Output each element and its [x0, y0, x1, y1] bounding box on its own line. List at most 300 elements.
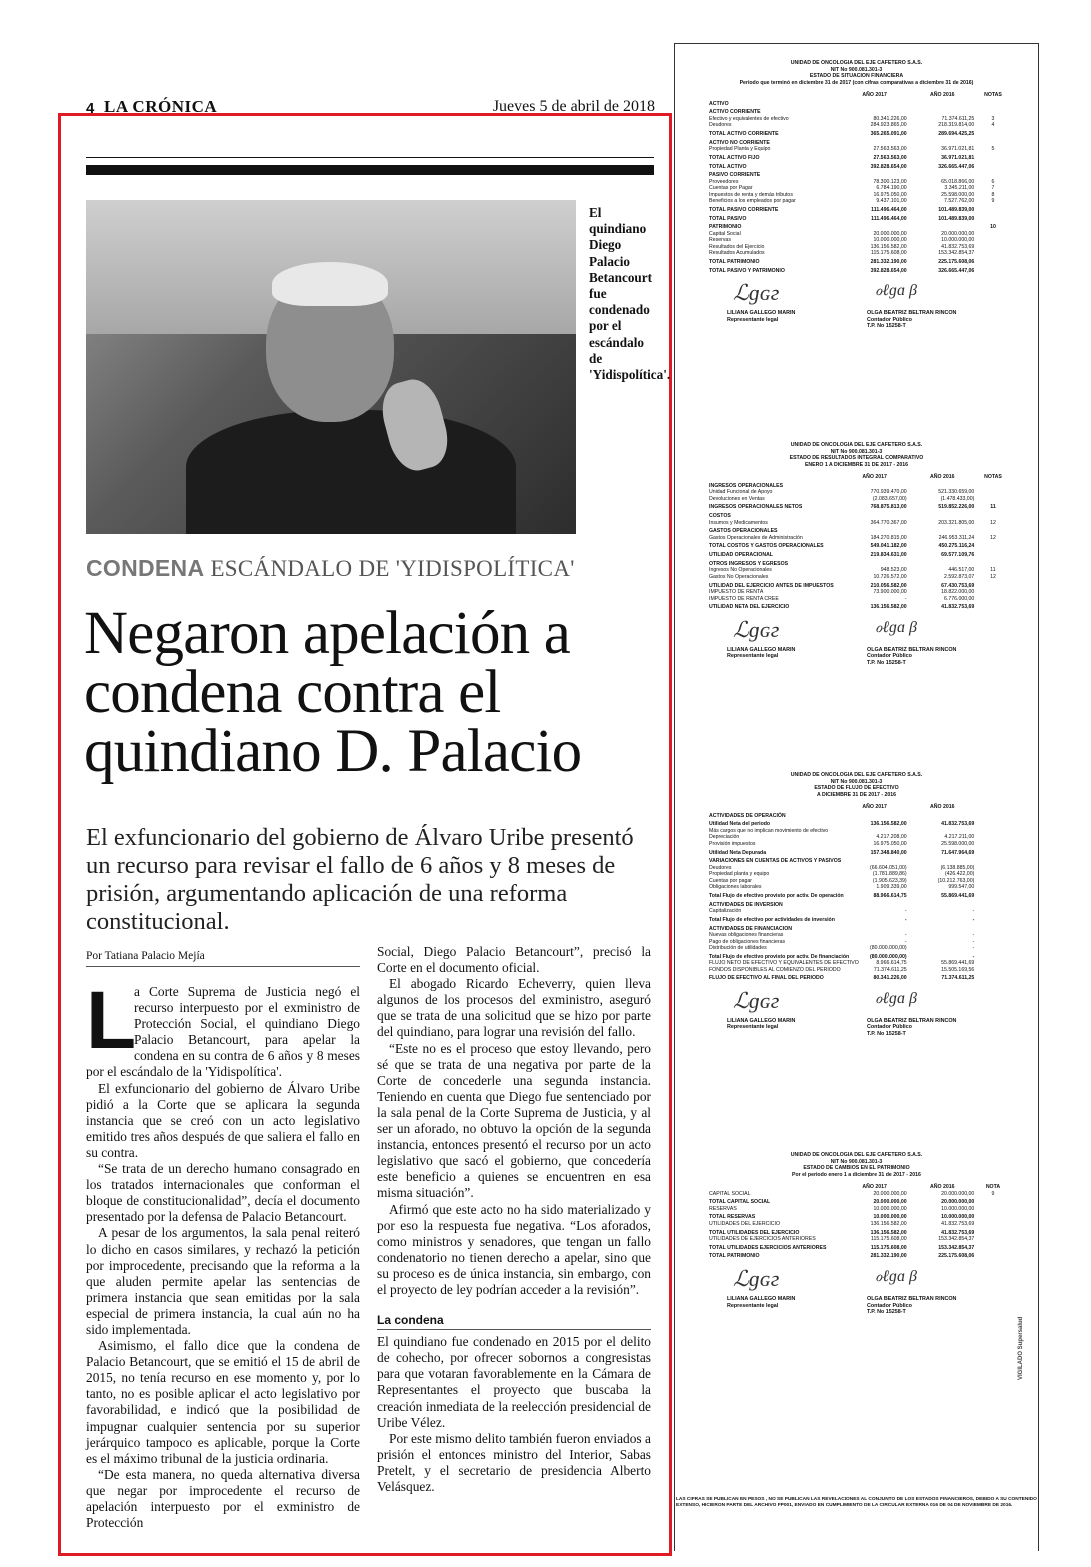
row-label: OTROS INGRESOS Y EGRESOS: [709, 560, 789, 567]
row-value-2016: 289.694.425,25: [938, 131, 975, 138]
row-note: [978, 250, 1008, 257]
statement-row: [675, 101, 1038, 108]
paragraph: El quindiano fue condenado en 2015 por el delito de cohecho, por ofrecer sobornos a congresistas para que votaran favorablemente en la Cámara de Representantes el proyecto que buscaba la creación inmediata de la reelección presidencial de Uribe Vélez.: [377, 1334, 651, 1430]
row-value-2017: 16.975.050,00: [873, 840, 907, 847]
row-value-2016: -: [972, 938, 975, 945]
row-value-2016: -: [972, 945, 975, 951]
statement-row: [675, 216, 1038, 223]
signature-left: [727, 1296, 795, 1309]
signer-tp: T.P. No 15258-T: [867, 323, 906, 330]
row-value-2016: 41.832.753,69: [941, 821, 975, 828]
signature-scribble-right: ℴℓɡɑ β: [875, 989, 918, 1007]
col-header: NOTAS: [984, 92, 1002, 98]
row-value-2017: 10.000.000,00: [873, 237, 907, 244]
row-note: 12: [990, 534, 996, 541]
row-value-2017: 549.041.182,00: [870, 543, 907, 550]
row-value-2016: 67.430.753,69: [941, 582, 975, 589]
article-column-2: [377, 944, 651, 1495]
row-label: Gastos No Operacionales: [709, 573, 769, 580]
row-note: 5: [991, 146, 995, 153]
row-value-2017: 184.270.815,00: [870, 534, 907, 541]
paragraph: Por este mismo delito también fueron enviados a prisión el entonces ministro del Interior, Sabas Pretelt, y el secretario de presidencia Alberto Velásquez.: [377, 1430, 651, 1494]
row-value-2017: 115.175.608,00: [870, 250, 907, 257]
row-note: [978, 967, 1008, 974]
statement-row: [675, 1191, 1038, 1198]
row-label: INGRESOS OPERACIONALES NETOS: [709, 504, 803, 511]
row-value-2016: [910, 101, 974, 108]
row-note: 4: [991, 122, 995, 129]
row-label: Efectivo y equivalentes de efectivo: [709, 115, 789, 122]
col-header: AÑO 2016: [930, 474, 955, 480]
row-value-2016: 225.175.608,06: [938, 1253, 975, 1260]
row-value-2017: 136.156.582,00: [870, 243, 907, 250]
row-value-2016: 25.598.000,00: [941, 191, 975, 198]
row-value-2016: 4.217.211,00: [944, 834, 975, 841]
statement-row: [675, 945, 1038, 952]
row-value-2017: 9.437.101,00: [876, 198, 907, 205]
row-label: Más cargos que no implican movimiento de efectivo: [709, 827, 829, 834]
row-value-2016: 225.175.608,06: [938, 259, 975, 266]
row-value-2016: 15.505.169,56: [941, 966, 975, 973]
paragraph: Social, Diego Palacio Betancourt”, precisó la Corte en el documento oficial.: [377, 944, 651, 976]
signer-tp: T.P. No 15258-T: [867, 1031, 906, 1038]
statement-title-line: UNIDAD DE ONCOLOGIA DEL EJE CAFETERO S.A.S.: [790, 442, 923, 448]
row-value-2016: 36.971.021,81: [941, 154, 975, 161]
row-label: Devoluciones en Ventas: [709, 495, 765, 502]
statement-row: [675, 496, 1038, 503]
row-label: ACTIVO CORRIENTE: [709, 109, 761, 116]
row-value-2017: 78.300.123,00: [873, 178, 907, 185]
financial-statements-panel: [674, 43, 1039, 1551]
statement-row: [675, 259, 1038, 266]
paragraph: a Corte Suprema de Justicia negó el recurso interpuesto por el exministro de Protección Social, el quindiano Diego Palacio Betancourt, para apelar la condena en su contra de 6 años y 8 meses por el escándalo de la 'Yidispolítica'.: [86, 984, 360, 1080]
signature-scribble-left: ℒɡɢг: [733, 616, 780, 642]
row-note: [978, 604, 1008, 611]
col-header: NOTA: [985, 1184, 1001, 1190]
row-value-2016: 71.374.611,25: [941, 115, 975, 122]
statement-title-line: ENERO 1 A DICIEMBRE 31 DE 2017 - 2016: [804, 461, 909, 468]
row-value-2017: (1.781.889,86): [872, 871, 907, 878]
statement-row: [675, 198, 1038, 205]
col-spacer: [709, 474, 839, 481]
row-note: 7: [991, 185, 995, 192]
paragraph: El exfuncionario del gobierno de Álvaro Uribe pidió a la Corte que se aplicara la segunda instancia que se creó con un acto legislativo emitido tres años después de que saliera el fallo en su contra.: [86, 1080, 360, 1160]
row-value-2016: (426.422,00): [944, 871, 975, 878]
row-note: [978, 131, 1008, 138]
row-value-2016: 10.000.000,00: [941, 237, 975, 244]
signature-block: [675, 280, 1038, 334]
signer-tp: T.P. No 15258-T: [867, 659, 906, 666]
row-value-2016: 20.000.000,00: [941, 1190, 975, 1197]
statement-row: [675, 574, 1038, 581]
row-note: 11: [990, 567, 996, 574]
row-label: FLUJO NETO DE EFECTIVO Y EQUIVALENTES DE EFECTIVO: [709, 960, 859, 967]
statement-row: [675, 164, 1038, 171]
row-note: [978, 1245, 1008, 1252]
row-value-2017: 6.784.190,00: [876, 185, 907, 192]
row-note: [978, 207, 1008, 214]
row-label: TOTAL UTILIDADES EJERCICIOS ANTERIORES: [709, 1244, 827, 1251]
row-value-2017: (1.905.623,39): [872, 877, 907, 884]
row-note: [978, 101, 1008, 108]
row-note: 8: [991, 191, 995, 198]
row-value-2017: 115.175.608,00: [870, 1236, 907, 1243]
row-label: TOTAL PATRIMONIO: [709, 259, 760, 266]
row-value-2017: 365.265.091,00: [870, 131, 907, 138]
signer-name: OLGA BEATRIZ BELTRAN RINCON: [867, 1295, 957, 1302]
row-label: TOTAL COSTOS Y GASTOS OPERACIONALES: [709, 543, 824, 550]
signature-scribble-left: ℒɡɢг: [733, 280, 780, 306]
row-value-2017: 73.900.000,00: [873, 589, 907, 595]
signature-left: [727, 1018, 795, 1031]
statement-row: [675, 917, 1038, 924]
row-label: ACTIVIDADES DE OPERACIÓN: [709, 812, 786, 819]
row-note: 11: [990, 504, 996, 511]
row-value-2017: 364.770.367,00: [870, 519, 907, 526]
col-header: AÑO 2016: [930, 804, 955, 810]
statement-row: [675, 504, 1038, 511]
row-value-2017: 16.975.050,00: [873, 191, 907, 198]
row-note: [978, 259, 1008, 266]
paragraph: Asimismo, el fallo dice que la condena de Palacio Betancourt, que se emitió el 15 de abril de 2015, no tenía recurso en ese momento y, por lo tanto, no es posible aplicar el acto legislativo por favorabilidad, e indicó que la posibilidad de impugnar cualquier sentencia por su superior jerárquico tampoco es aplicable, porque la Corte es el máximo tribunal de la justicia ordinaria.: [86, 1338, 360, 1466]
issue-date: Jueves 5 de abril de 2018: [492, 98, 655, 115]
row-label: Reservas: [709, 237, 731, 244]
paragraph: A pesar de los argumentos, la sala penal reiteró lo dicho en casos similares, y rechazó la petición por improcedente, precisando que la reforma a la que aluden permite apelar las sentencias de primera instancia que sean emitidas por la sala especial de primera instancia, la cual aún no ha sido implementada.: [86, 1225, 360, 1337]
statement-row: [675, 841, 1038, 848]
col-header: AÑO 2017: [862, 474, 887, 480]
row-label: TOTAL PASIVO Y PATRIMONIO: [709, 267, 785, 274]
paragraph: El abogado Ricardo Echeverry, quien lleva algunos de los procesos del exministro, aseguró que se trata de una solicitud que se hizo por parte del quindiano, para lograr una revisión del fallo.: [377, 976, 651, 1040]
statement-row: [675, 1206, 1038, 1213]
row-label: Cuentas por pagar: [709, 877, 752, 884]
row-value-2016: [910, 813, 974, 820]
row-note: [978, 496, 1008, 503]
statement-income: [675, 442, 1038, 671]
byline: Por Tatiana Palacio Mejía: [86, 950, 360, 967]
row-label: Unidad Funcional de Apoyo: [709, 489, 773, 496]
signature-scribble-left: ℒɡɢг: [733, 1265, 780, 1291]
statement-row: [675, 122, 1038, 129]
row-note: [978, 1253, 1008, 1260]
row-label: TOTAL RESERVAS: [709, 1214, 756, 1221]
row-value-2017: 768.875.813,00: [870, 504, 907, 511]
statement-title-line: NIT No 900.081.301-3: [830, 778, 883, 785]
row-note: [978, 884, 1008, 891]
signer-name: LILIANA GALLEGO MARIN: [727, 646, 796, 653]
kicker-label: CONDENA: [86, 555, 205, 581]
row-value-2017: (66.604.051,00): [870, 864, 907, 871]
signature-block: [675, 988, 1038, 1042]
row-value-2017: 20.000.000,00: [873, 1190, 907, 1197]
col-header: AÑO 2016: [930, 1184, 955, 1190]
row-value-2016: 7.527.762,00: [944, 198, 975, 205]
statement-row: [675, 1253, 1038, 1260]
row-label: Capitalización: [709, 908, 742, 915]
row-label: TOTAL UTILIDADES DEL EJERCICIO: [709, 1229, 800, 1236]
row-value-2016: 6.776.000,00: [944, 595, 975, 602]
signature-scribble-right: ℴℓɡɑ β: [875, 618, 918, 636]
row-value-2017: 4.217.208,00: [876, 834, 907, 841]
divider-thin: [86, 157, 654, 158]
row-note: 3: [991, 115, 995, 122]
signer-role: Representante legal: [727, 316, 779, 323]
signer-role: Representante legal: [727, 653, 779, 660]
paragraph: “Este no es el proceso que estoy llevando, pero sé que se trata de una negativa por parte de la Corte de concederle una segunda instancia. Teniendo en cuenta que Diego fue sentenciado por la sala penal de la Corte Suprema de Justicia, y al ser un aforado, no obtuvo la opción de la segunda instancia, entonces presentó el recurso por un acto legislativo que sacó el gobierno, que concedería este beneficio a quienes se encuentren en esa misma situación”.: [377, 1040, 651, 1201]
row-value-2017: -: [904, 938, 907, 945]
row-value-2016: 10.000.000,00: [941, 1205, 975, 1212]
row-note: 9: [991, 1190, 995, 1197]
row-value-2017: 392.828.654,00: [870, 267, 907, 274]
row-label: Utilidad Neta Depurada: [709, 849, 767, 856]
row-value-2016: 101.489.839,00: [938, 207, 975, 213]
statement-row: [675, 543, 1038, 550]
statement-row: [675, 1236, 1038, 1243]
row-value-2017: (80.000.000,00): [870, 953, 907, 960]
col-header: AÑO 2017: [862, 1184, 887, 1190]
row-value-2017: 10.000.000,00: [873, 1205, 907, 1212]
row-value-2017: [843, 101, 907, 108]
statement-col-header: [675, 92, 1038, 99]
paragraph: “Se trata de un derecho humano consagrado en los tratados internacionales que conforman el bloque de constitucionalidad”, decía el documento presentado por la defensa de Palacio Betancourt.: [86, 1161, 360, 1225]
signer-name: OLGA BEATRIZ BELTRAN RINCON: [867, 310, 957, 317]
statement-title-line: A DICIEMBRE 31 DE 2017 - 2016: [816, 791, 897, 798]
row-label: Distribución de utilidades: [709, 945, 767, 951]
deck: El exfuncionario del gobierno de Álvaro Uribe presentó un recurso para revisar el fallo de 6 años y 8 meses de prisión, argumentando aplicación de una reforma constitucional.: [86, 824, 634, 935]
statement-row: [675, 146, 1038, 153]
row-note: [978, 1206, 1008, 1213]
row-value-2016: -: [972, 916, 975, 923]
statement-title-line: ESTADO DE FLUJO DE EFECTIVO: [814, 785, 899, 791]
row-value-2016: 999.547,00: [948, 884, 975, 891]
row-value-2017: 10.726.572,00: [873, 573, 907, 580]
row-label: Gastos Operacionales de Administración: [709, 534, 803, 541]
row-value-2016: 20.000.000,00: [941, 1199, 975, 1206]
col-spacer: [709, 92, 839, 99]
statement-title-line: Periodo que terminó en diciembre 31 de 2017 (con cifras comparativas a diciembre 31 de 2016): [739, 79, 974, 86]
col-spacer: [709, 804, 839, 811]
statement-title-line: Por el periodo enero 1 a diciembre 31 de 2017 - 2016: [792, 1171, 921, 1178]
row-note: 6: [991, 178, 995, 185]
row-value-2016: 71.647.964,69: [941, 849, 975, 856]
paragraph: “De esta manera, no queda alternativa diversa que negar por improcedente el recurso de apelación interpuesto por el exministro de Protección: [86, 1466, 360, 1531]
signer-role: Contador Público: [867, 316, 912, 323]
row-value-2016: 20.000.000,00: [941, 230, 975, 237]
row-value-2016: 41.832.753,69: [941, 243, 975, 250]
article-column-1: [86, 975, 360, 1531]
row-label: UTILIDADES DEL EJERCICIO: [709, 1220, 781, 1227]
row-label: Ingresos No Operacionales: [709, 567, 772, 574]
statement-row: [675, 908, 1038, 915]
row-label: Impuestos de renta y demás tributos: [709, 191, 793, 198]
row-value-2016: 153.342.854,37: [938, 1244, 975, 1251]
row-note: [978, 917, 1008, 924]
row-value-2017: 136.156.582,00: [870, 1229, 907, 1236]
row-value-2017: 80.341.226,00: [873, 115, 907, 122]
row-label: FONDOS DISPONIBLES AL COMIENZO DEL PERIODO: [709, 966, 841, 973]
row-note: [978, 1236, 1008, 1243]
row-value-2016: 326.665.447,06: [938, 267, 975, 274]
row-note: [978, 841, 1008, 848]
signer-name: OLGA BEATRIZ BELTRAN RINCON: [867, 646, 957, 653]
row-value-2017: -: [904, 595, 907, 602]
row-value-2016: 41.832.753,69: [941, 1229, 975, 1236]
row-value-2016: 101.489.839,00: [938, 215, 975, 222]
row-value-2017: 284.923.865,00: [870, 122, 907, 129]
subheading: La condena: [377, 1312, 651, 1330]
row-label: TOTAL PASIVO: [709, 215, 747, 222]
row-label: PATRIMONIO: [709, 224, 742, 231]
row-label: Total Flujo de efectivo por actividades de inversión: [709, 916, 835, 923]
row-label: Insumos y Medicamentos: [709, 519, 768, 526]
row-label: UTILIDAD NETA DEL EJERCICIO: [709, 604, 790, 611]
row-value-2016: 65.018.866,00: [941, 178, 975, 185]
statement-title-line: ESTADO DE CAMBIOS EN EL PATRIMONIO: [803, 1165, 910, 1171]
row-note: [978, 596, 1008, 603]
row-label: TOTAL ACTIVO FIJO: [709, 154, 760, 161]
row-label: Obligaciones laborales: [709, 884, 762, 891]
signer-role: Representante legal: [727, 1024, 779, 1031]
statement-row: [675, 596, 1038, 603]
row-value-2016: 326.665.447,06: [938, 163, 975, 170]
divider-thick: [86, 165, 654, 175]
row-value-2016: 69.577.109,76: [941, 552, 975, 559]
row-value-2016: 41.832.753,69: [941, 1220, 975, 1227]
row-value-2016: -: [972, 932, 975, 938]
row-label: Capital Social: [709, 230, 741, 237]
financial-footnote: LAS CIFRAS SE PUBLICAN EN PESOS , NO SE PUBLICAN LAS REVELACIONES AL CONJUNTO DE LOS ESTADOS FINANCIEROS, DEBIDO A SU CONTENIDO EXTENSO, HICIERON PARTE DEL ARCHIVO FP001, ENVIADO EN CUMPLIMIENTO DE LA CIRCULAR EXTERNA 016 DE 04 DE NOVIEMBRE DE 2016.: [676, 1497, 1037, 1508]
row-label: VARIACIONES EN CUENTAS DE ACTIVOS Y PASIVOS: [709, 858, 842, 865]
dropcap: L: [86, 975, 137, 1066]
statement-row: [675, 155, 1038, 162]
signature-right: [867, 310, 956, 330]
row-label: FLUJO DE EFECTIVO AL FINAL DEL PERIODO: [709, 975, 824, 982]
photo-caption: El quindiano Diego Palacio Betancourt fue condenado por el escándalo de 'Yidispolítica'.: [589, 205, 671, 383]
signer-name: LILIANA GALLEGO MARIN: [727, 1295, 796, 1302]
row-note: 12: [990, 519, 996, 526]
signature-right: [867, 647, 956, 667]
row-value-2016: -: [972, 908, 975, 915]
row-label: RESERVAS: [709, 1205, 737, 1212]
statement-col-header: [675, 474, 1038, 481]
row-label: Beneficios a los empleados por pagar: [709, 198, 796, 205]
signature-left: [727, 310, 795, 323]
signer-role: Contador Público: [867, 653, 912, 660]
signature-scribble-right: ℴℓɡɑ β: [875, 282, 918, 300]
row-note: [978, 813, 1008, 820]
row-value-2017: 27.563.563,00: [873, 146, 907, 153]
row-value-2016: 55.869.441,69: [941, 892, 975, 899]
row-note: [978, 164, 1008, 171]
statement-row: [675, 893, 1038, 900]
statement-row: [675, 131, 1038, 138]
row-label: UTILIDAD DEL EJERCICIO ANTES DE IMPUESTOS: [709, 582, 834, 589]
signature-left: [727, 647, 795, 660]
row-value-2016: 153.342.854,37: [938, 250, 975, 257]
row-value-2016: 203.321.805,00: [938, 519, 975, 526]
col-header: AÑO 2016: [930, 92, 955, 98]
col-header: [978, 804, 1008, 811]
statement-col-header: [675, 804, 1038, 811]
row-label: Propiedad planta y equipo: [709, 871, 770, 878]
statement-row: [675, 250, 1038, 257]
row-value-2017: 210.056.582,00: [870, 582, 907, 589]
statement-equity-changes: [675, 1152, 1038, 1320]
statement-row: [675, 520, 1038, 527]
row-label: Resultados Acumulados: [709, 250, 765, 257]
row-note: [978, 850, 1008, 857]
row-value-2016: 36.971.021,81: [941, 146, 975, 153]
statement-row: [675, 1221, 1038, 1228]
signer-tp: T.P. No 15258-T: [867, 1309, 906, 1316]
col-header: NOTAS: [984, 474, 1002, 480]
row-value-2017: 281.332.190,00: [870, 1253, 907, 1260]
signer-role: Representante legal: [727, 1302, 779, 1309]
row-label: GASTOS OPERACIONALES: [709, 528, 778, 535]
statement-row: [675, 552, 1038, 559]
row-label: ACTIVO: [709, 100, 729, 107]
statement-row: [675, 850, 1038, 857]
row-note: [978, 1221, 1008, 1228]
row-value-2016: 450.275.116,24: [938, 543, 975, 550]
statement-row: [675, 967, 1038, 974]
row-value-2017: 281.332.190,00: [870, 259, 907, 266]
signer-role: Contador Público: [867, 1302, 912, 1309]
statement-title-line: UNIDAD DE ONCOLOGIA DEL EJE CAFETERO S.A.S.: [790, 60, 923, 66]
row-label: CAPITAL SOCIAL: [709, 1190, 751, 1197]
row-label: UTILIDADES DE EJERCICIOS ANTERIORES: [709, 1236, 816, 1243]
row-label: Proveedores: [709, 178, 739, 185]
row-value-2016: 10.000.000,00: [941, 1214, 975, 1221]
row-label: Total Flujo de efectivo provisto por activ. De operación: [709, 892, 844, 899]
row-note: [978, 155, 1008, 162]
row-value-2017: 20.000.000,00: [873, 230, 907, 237]
row-value-2016: -: [972, 953, 975, 960]
statement-title-line: UNIDAD DE ONCOLOGIA DEL EJE CAFETERO S.A.S.: [790, 772, 923, 778]
page-number: 4: [86, 100, 95, 117]
statement-row: [675, 535, 1038, 542]
row-value-2017: 157.348.840,00: [870, 849, 907, 856]
row-note: [978, 945, 1008, 952]
row-value-2017: 88.966.614,75: [873, 892, 907, 899]
row-value-2017: 80.341.226,00: [873, 975, 907, 982]
row-note: [978, 908, 1008, 915]
row-note: 10: [990, 224, 996, 231]
statement-row: [675, 207, 1038, 214]
row-value-2016: (6.138.885,00): [940, 864, 975, 871]
row-value-2017: 136.156.582,00: [870, 604, 907, 611]
row-value-2017: (80.000.000,00): [870, 945, 907, 951]
row-value-2016: 25.598.000,00: [941, 840, 975, 847]
row-label: Nuevas obligaciones financieras: [709, 932, 784, 938]
statement-row: [675, 268, 1038, 275]
row-label: Deudores: [709, 864, 732, 871]
row-note: 9: [991, 198, 995, 205]
article-photo: [86, 200, 576, 534]
row-label: Propiedad Planta y Equipo: [709, 146, 771, 153]
row-value-2016: (10.212.763,00): [937, 877, 975, 884]
signature-block: [675, 1266, 1038, 1320]
row-value-2017: 10.000.000,00: [873, 1214, 907, 1221]
row-label: TOTAL ACTIVO: [709, 163, 747, 170]
statement-row: [675, 604, 1038, 611]
row-value-2017: 111.496.464,00: [871, 215, 907, 222]
row-label: COSTOS: [709, 513, 731, 520]
row-label: IMPUESTO DE RENTA: [709, 589, 764, 595]
row-value-2017: 27.563.563,00: [873, 154, 907, 161]
row-value-2016: 519.852.226,00: [938, 504, 975, 511]
statement-title-line: UNIDAD DE ONCOLOGIA DEL EJE CAFETERO S.A.S.: [790, 1152, 923, 1158]
row-value-2016: 55.869.441,69: [941, 960, 975, 967]
